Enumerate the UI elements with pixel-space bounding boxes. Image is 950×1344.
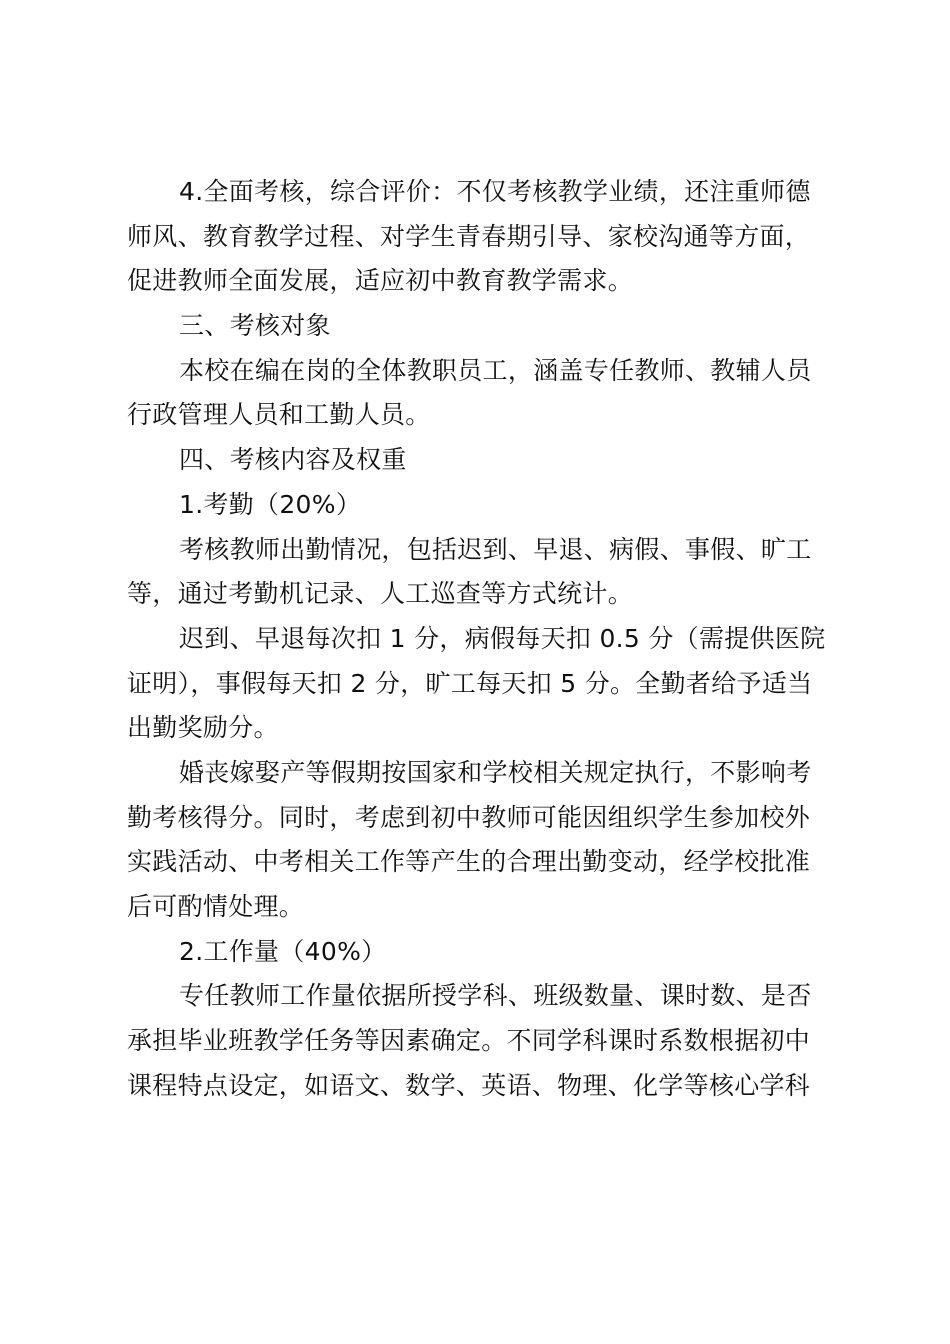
text-line: 证明），事假每天扣 2 分，旷工每天扣 5 分。全勤者给予适当 [127,668,813,698]
text-line: 承担毕业班教学任务等因素确定。不同学科课时系数根据初中 [127,1026,811,1056]
document-body [127,170,835,1108]
text-line: 专任教师工作量依据所授学科、班级数量、课时数、是否 [179,981,812,1011]
text-line: 促进教师全面发展，适应初中教育教学需求。 [127,266,634,296]
text-line: 勤考核得分。同时，考虑到初中教师可能因组织学生参加校外 [127,802,811,832]
text-line: 课程特点设定，如语文、数学、英语、物理、化学等核心学科 [127,1070,811,1100]
text-line: 婚丧嫁娶产等假期按国家和学校相关规定执行，不影响考 [179,757,812,787]
text-line: 行政管理人员和工勤人员。 [127,400,431,430]
text-line: 后可酌情处理。 [127,892,305,921]
subsection-heading: 1.考勤（20%） [179,489,362,519]
text-line: 考核教师出勤情况，包括迟到、早退、病假、事假、旷工 [179,534,812,564]
text-line: 出勤奖励分。 [127,713,279,743]
text-line: 等，通过考勤机记录、人工巡查等方式统计。 [127,579,634,609]
section-heading: 三、考核对象 [179,311,331,341]
text-line: 4.全面考核，综合评价：不仅考核教学业绩，还注重师德 [179,177,811,206]
text-line: 师风、教育教学过程、对学生青春期引导、家校沟通等方面， [127,221,811,251]
section-heading: 四、考核内容及权重 [179,445,407,475]
text-line: 实践活动、中考相关工作等产生的合理出勤变动，经学校批准 [127,847,811,877]
subsection-heading: 2.工作量（40%） [179,936,387,966]
text-line: 迟到、早退每次扣 1 分，病假每天扣 0.5 分（需提供医院 [179,623,826,653]
text-line: 本校在编在岗的全体教职员工，涵盖专任教师、教辅人员 [179,355,812,385]
